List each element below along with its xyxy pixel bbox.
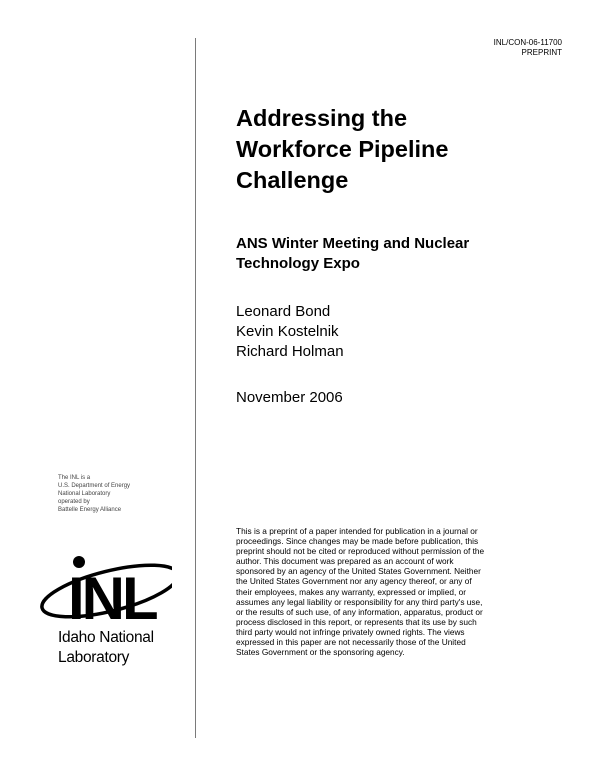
document-title [236, 103, 566, 196]
disclaimer-text [236, 526, 536, 657]
conference-name [236, 234, 566, 274]
disclaimer-line: third party would not infringe privately owned rights. The views [236, 626, 465, 637]
operator-note-line: U.S. Department of Energy [58, 483, 131, 489]
disclaimer-line: assumes any legal liability or responsibility for any third party's use, [236, 596, 483, 607]
logo-name-line: Idaho National [58, 629, 154, 646]
report-status: PREPRINT [521, 48, 562, 57]
report-number: INL/CON-06-11700 [493, 38, 562, 47]
disclaimer-line: expressed in this paper are not necessarily those of the United [236, 637, 466, 648]
title-line: Addressing the [236, 105, 408, 131]
disclaimer-line: This is a preprint of a paper intended for publication in a journal or [236, 526, 478, 536]
logo-name [58, 628, 154, 668]
operator-note [58, 474, 130, 514]
disclaimer-line: the United States Government nor any agency thereof, or any of [236, 576, 472, 587]
author-name: Kevin Kostelnik [236, 323, 339, 340]
disclaimer-line: or the results of such use, of any information, apparatus, product or [236, 606, 483, 617]
disclaimer-line: author. This document was prepared as an account of work [236, 556, 454, 567]
logo-name-line: Laboratory [58, 649, 130, 666]
disclaimer-line: their employees, makes any warranty, expressed or implied, or [236, 586, 466, 597]
report-identifier [494, 38, 562, 58]
vertical-divider [195, 38, 196, 738]
disclaimer-line: process disclosed in this report, or represents that its use by such [236, 616, 477, 627]
operator-note-line: National Laboratory [58, 491, 111, 497]
subtitle-line: Technology Expo [236, 255, 360, 272]
disclaimer-line: sponsored by an agency of the United States Government. Neither [236, 566, 481, 577]
subtitle-line: ANS Winter Meeting and Nuclear [236, 235, 470, 252]
operator-note-line: Battelle Energy Alliance [58, 507, 122, 513]
title-line: Challenge [236, 167, 349, 193]
title-line: Workforce Pipeline [236, 136, 449, 162]
logo-acronym: INL [68, 565, 156, 632]
operator-note-line: operated by [58, 499, 90, 505]
disclaimer-line: preprint should not be cited or reproduced without permission of the [236, 546, 485, 557]
disclaimer-line: States Government or the sponsoring agency. [236, 647, 405, 658]
author-list [236, 302, 344, 362]
author-name: Richard Holman [236, 343, 344, 360]
operator-note-line: The INL is a [58, 475, 91, 481]
publication-date: November 2006 [236, 389, 343, 406]
author-name: Leonard Bond [236, 303, 331, 320]
disclaimer-line: proceedings. Since changes may be made before publication, this [236, 536, 479, 547]
